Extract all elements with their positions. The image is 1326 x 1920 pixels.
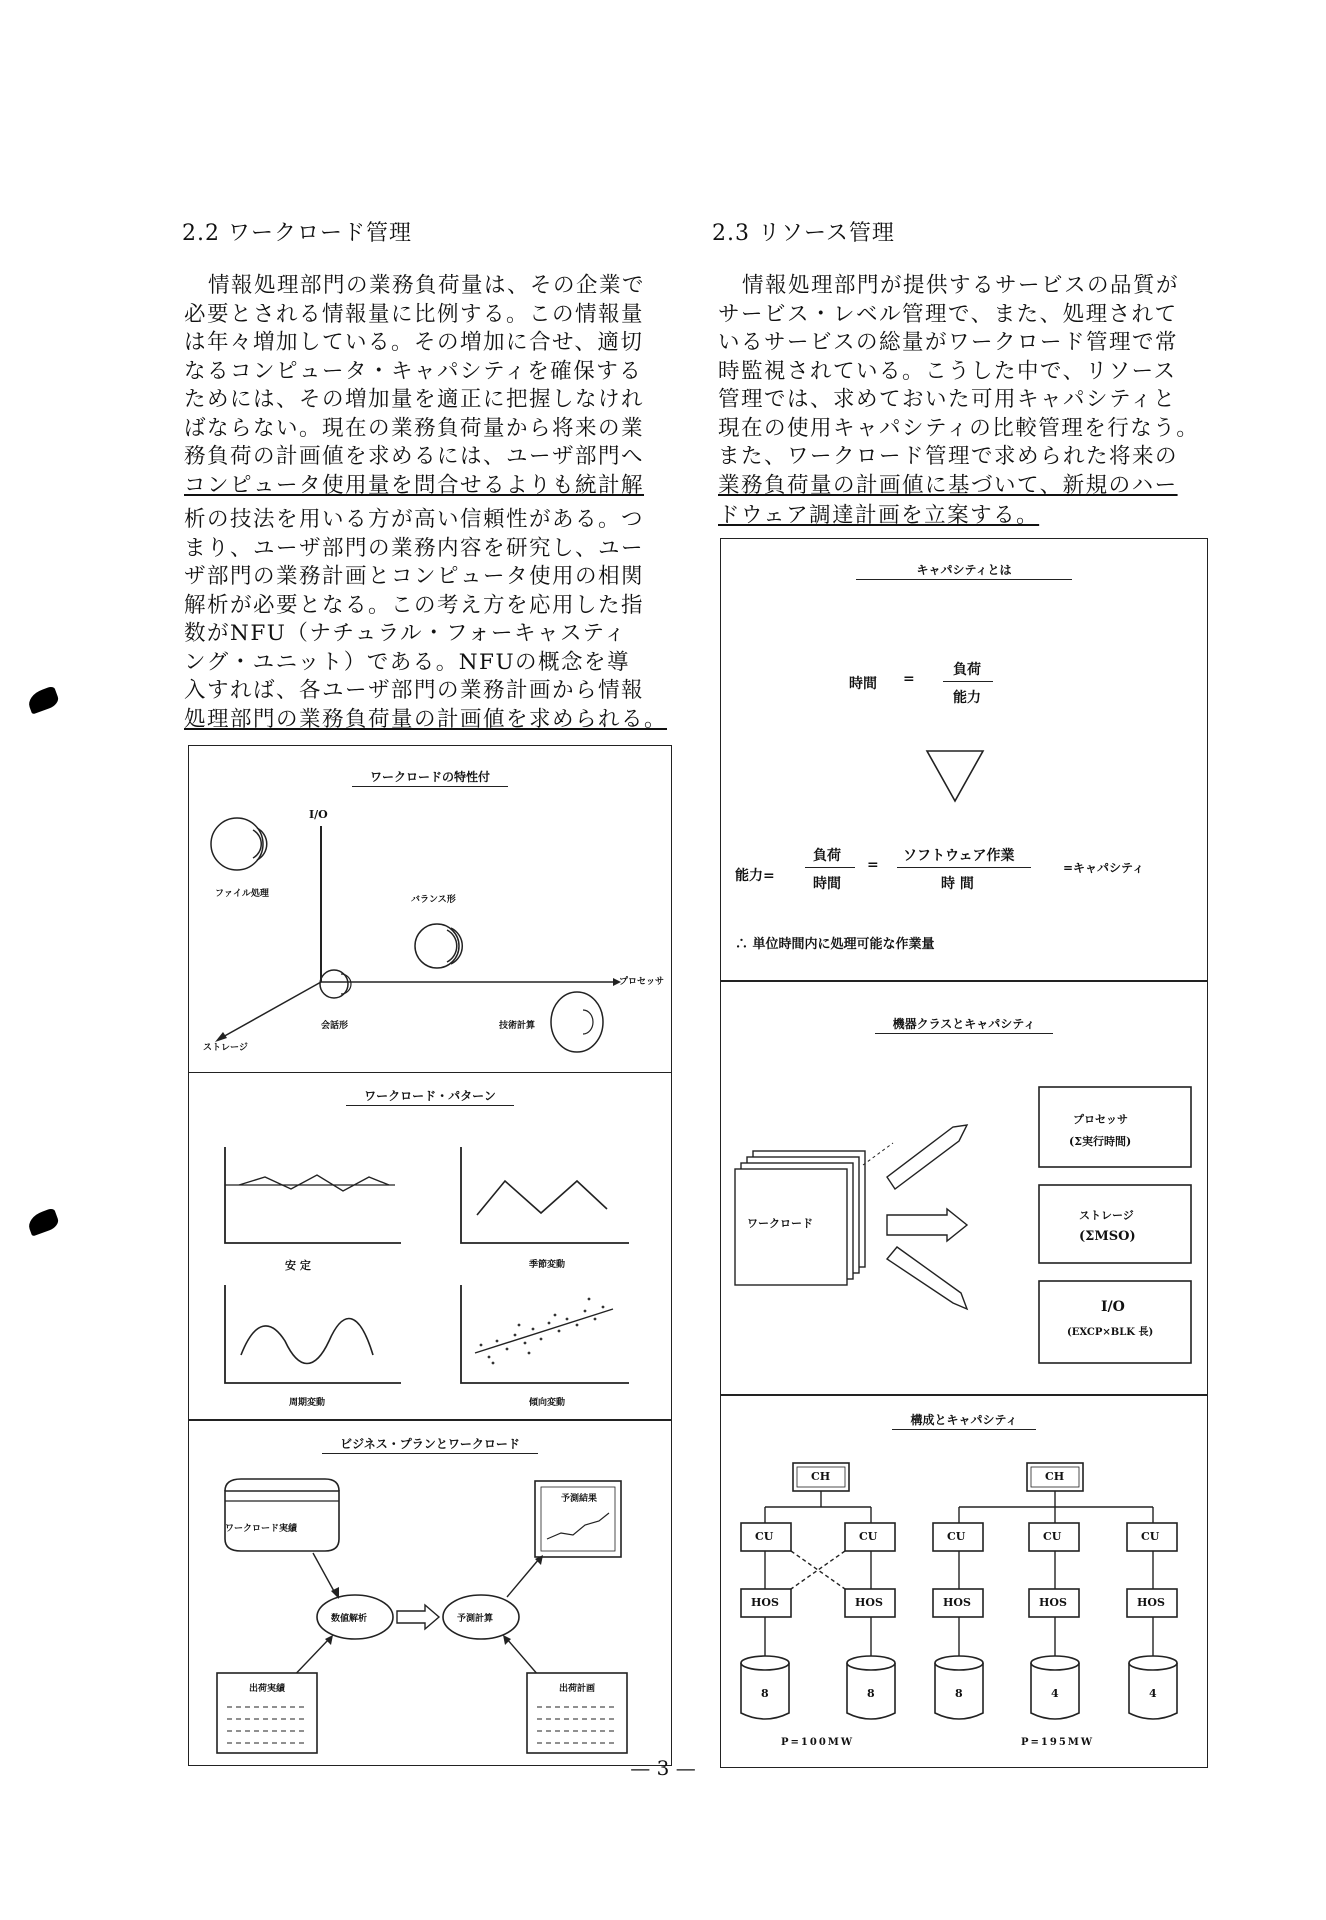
panel-title: 構成とキャパシティ: [892, 1413, 1035, 1430]
forecast-calc-label: 予測計算: [457, 1614, 494, 1624]
workload-label: ワークロード: [747, 1217, 813, 1230]
hos-label: HOS: [1137, 1596, 1165, 1609]
load-label: 負荷: [953, 662, 981, 678]
section-heading-workload: 2.2 ワークロード管理: [182, 221, 412, 246]
disk-count-label: 4: [1149, 1687, 1157, 1700]
text-line: ためには、その増加量を適正に把握しなけれ: [184, 387, 645, 412]
disk-count-label: 8: [955, 1687, 963, 1700]
text-line: 解析が必要となる。この考え方を応用した指: [184, 592, 645, 618]
disk-count-label: 8: [761, 1687, 769, 1700]
io-metric-label: (EXCP×BLK 長): [1067, 1327, 1154, 1338]
capacity-label: =キャパシティ: [1063, 861, 1145, 875]
text-line: 管理では、求めておいた可用キャパシティと: [718, 387, 1177, 412]
business-plan-flow-diagram: [189, 1421, 673, 1767]
text-line: まり、ユーザ部門の業務内容を研究し、ユー: [184, 535, 645, 561]
storage-metric-label: (ΣMSO): [1079, 1229, 1136, 1244]
shipping-plan-label: 出荷計画: [559, 1684, 596, 1694]
file-processing-label: ファイル処理: [215, 889, 269, 899]
control-unit-label: CU: [1043, 1530, 1062, 1543]
panel-title: 機器クラスとキャパシティ: [875, 1017, 1054, 1034]
text-line: は年々増加している。その増加に合せ、適切: [184, 330, 644, 355]
fraction-bar: [897, 867, 1031, 868]
storage-axis-label: ストレージ: [203, 1043, 248, 1053]
text-line: また、ワークロード管理で求められた将来の: [718, 444, 1179, 469]
load-label: 負荷: [813, 848, 841, 864]
time-label: 時間: [813, 876, 841, 892]
text-line: ザ部門の業務計画とコンピュータ使用の相関: [184, 564, 645, 589]
text-line: 入すれば、各ユーザ部門の業務計画から情報: [184, 678, 645, 703]
configuration-panel: [720, 1394, 1208, 1768]
device-class-panel: [720, 980, 1208, 1396]
conversation-type-label: 会話形: [321, 1021, 349, 1031]
storage-label: ストレージ: [1079, 1209, 1134, 1222]
capacity-definition-panel: [720, 538, 1208, 982]
balance-type-label: バランス形: [411, 895, 456, 905]
software-work-label: ソフトウェア作業: [903, 848, 1015, 864]
text-line: 数がNFU（ナチュラル・フォーキャスティ: [184, 621, 627, 646]
channel-label: CH: [1045, 1470, 1065, 1483]
text-line: 務負荷の計画値を求めるには、ユーザ部門へ: [184, 444, 645, 469]
time-label: 時間: [849, 676, 877, 692]
io-label: I/O: [1101, 1299, 1125, 1315]
panel-title: ワークロードの特性付: [352, 770, 508, 787]
text-line: サービス・レベル管理で、また、処理されて: [718, 301, 1178, 327]
trend-label: 傾向変動: [529, 1398, 566, 1408]
io-axis-label: I/O: [309, 808, 328, 821]
text-line: ドウェア調達計画を立案する。: [718, 503, 1040, 528]
seasonal-label: 季節変動: [529, 1260, 566, 1270]
hos-label: HOS: [1039, 1596, 1067, 1609]
processor-metric-label: (Σ実行時間): [1069, 1135, 1132, 1148]
text-line: 業務負荷量の計画値に基づいて、新規のハー: [718, 472, 1178, 498]
punch-hole-mark: [25, 685, 60, 714]
numerical-analysis-label: 数値解析: [331, 1614, 368, 1624]
processor-label: プロセッサ: [1073, 1113, 1128, 1126]
text-line: 処理部門の業務負荷量の計画値を求められる。: [184, 706, 668, 732]
text-line: 必要とされる情報量に比例する。この情報量: [184, 301, 645, 327]
hos-label: HOS: [751, 1596, 779, 1609]
hos-label: HOS: [855, 1596, 883, 1609]
panel-title: ビジネス・プランとワークロード: [322, 1437, 538, 1454]
workload-pattern-charts: [189, 1073, 673, 1421]
text-line: 時監視されている。こうした中で、リソース: [718, 358, 1177, 384]
text-line: コンピュータ使用量を問合せるよりも統計解: [184, 472, 645, 498]
workload-actual-label: ワークロード実績: [225, 1524, 298, 1534]
equals-sign: =: [903, 671, 915, 687]
configuration-tree-diagram: [721, 1395, 1209, 1769]
workload-3d-axes-diagram: [189, 746, 673, 1074]
cyclic-label: 周期変動: [289, 1398, 326, 1408]
workload-characteristics-panel: [188, 745, 672, 1073]
punch-hole-mark: [25, 1207, 60, 1236]
control-unit-label: CU: [1141, 1530, 1160, 1543]
panel-title: ワークロード・パターン: [346, 1089, 514, 1106]
power-label-left: P=100MW: [781, 1737, 855, 1748]
section-heading-resource: 2.3 リソース管理: [712, 221, 895, 246]
fraction-bar: [805, 867, 855, 868]
control-unit-label: CU: [947, 1530, 966, 1543]
text-line: ング・ユニット）である。NFUの概念を導: [184, 649, 631, 675]
channel-label: CH: [811, 1470, 831, 1483]
text-line: 析の技法を用いる方が高い信頼性がある。つ: [184, 507, 645, 532]
ability-equation-label: 能力=: [735, 868, 775, 884]
capacity-conclusion: ∴ 単位時間内に処理可能な作業量: [735, 937, 935, 952]
stable-label: 安 定: [285, 1259, 311, 1272]
shipping-actual-label: 出荷実績: [249, 1684, 286, 1694]
text-line: 現在の使用キャパシティの比較管理を行なう。: [718, 415, 1200, 441]
text-line: いるサービスの総量がワークロード管理で常: [718, 330, 1179, 355]
down-arrow-shape: [721, 539, 1209, 983]
panel-title: キャパシティとは: [856, 563, 1071, 580]
text-line: 情報処理部門が提供するサービスの品質が: [742, 273, 1180, 298]
workload-paragraph: [184, 272, 682, 734]
workload-patterns-panel: [188, 1072, 672, 1420]
equals-sign: =: [867, 857, 879, 873]
resource-paragraph: [718, 272, 1218, 531]
hos-label: HOS: [943, 1596, 971, 1609]
time-label: 時 間: [941, 876, 974, 892]
processor-axis-label: プロセッサ: [619, 977, 665, 987]
text-line: なるコンピュータ・キャパシティを確保する: [184, 358, 643, 384]
text-line: ばならない。現在の業務負荷量から将来の業: [184, 415, 645, 441]
control-unit-label: CU: [755, 1530, 774, 1543]
disk-count-label: 4: [1051, 1687, 1059, 1700]
power-label-right: P=195MW: [1021, 1737, 1095, 1748]
ability-label: 能力: [953, 690, 981, 706]
control-unit-label: CU: [859, 1530, 878, 1543]
business-plan-panel: [188, 1420, 672, 1766]
disk-count-label: 8: [867, 1687, 875, 1700]
forecast-result-label: 予測結果: [561, 1494, 598, 1504]
page-number: — 3 —: [630, 1756, 696, 1780]
text-line: 情報処理部門の業務負荷量は、その企業で: [208, 273, 646, 298]
technical-calc-label: 技術計算: [499, 1021, 536, 1031]
